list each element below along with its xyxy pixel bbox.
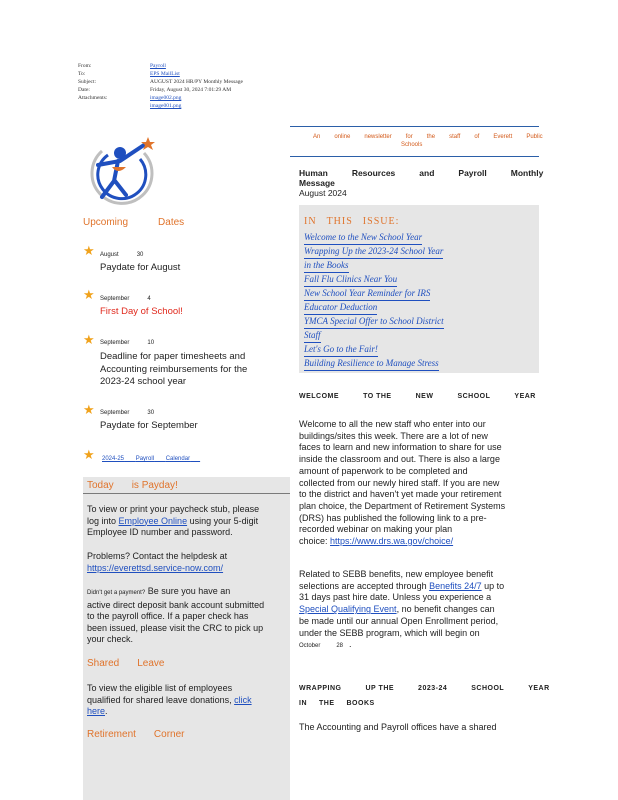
from-label: From: (78, 63, 92, 69)
event-date: September 4 (100, 296, 151, 302)
event-text: First Day of School! (100, 306, 183, 317)
click-here-link[interactable]: click (234, 694, 252, 705)
table-of-contents (304, 231, 536, 371)
payday-heading: Today is Payday! (87, 480, 178, 491)
attachment-link[interactable]: image002.png (150, 95, 182, 101)
toc-link[interactable]: Fall Flu Clinics Near You (304, 273, 397, 287)
toc-link[interactable]: Welcome to the New School Year (304, 231, 422, 245)
divider (83, 493, 290, 494)
email-header (78, 62, 243, 110)
star-icon: ★ (83, 402, 95, 417)
attachment-link[interactable]: image001.png (150, 103, 182, 109)
star-icon: ★ (83, 447, 95, 462)
shared-leave-text: To view the eligible list of employees qualified for shared leave donations, click here. (87, 683, 252, 716)
drs-choice-link[interactable]: https://www.drs.wa.gov/choice/ (330, 536, 454, 547)
in-this-issue-heading: IN THIS ISSUE: (304, 216, 400, 227)
event-text: Paydate for September (100, 420, 198, 431)
welcome-body: Welcome to all the new staff who enter into our buildings/sites this week. There are a lot of new faces to learn and new information to share for use inside the classroom and out. There is also a large amount of paperwork to be completed and collected from our newly hired staff. If you are new to the district and haven't yet made your retirement plan choice, the Department of Retirement Systems (DRS) has published the following link to a pre- recorded webinar on making your plan choice: https://www.drs.wa.gov/choice/ (299, 419, 506, 547)
no-payment-text: Didn't get a payment? Be sure you have an active direct deposit bank account submitted to the payroll office. If a paper check has been issued, please visit the CRC to pick up your check. (87, 586, 265, 644)
divider (290, 126, 539, 127)
subject-value: AUGUST 2024 HR/PY Monthly Message (150, 79, 243, 85)
upcoming-dates-heading: Upcoming Dates (83, 217, 185, 228)
divider (290, 156, 539, 157)
event-date: September 30 (100, 410, 155, 416)
wrapping-up-heading: WRAPPING UP THE 2023-24 SCHOOL YEAR IN THE BOOKS (299, 685, 550, 707)
newsletter-title: Human Resources and Payroll Monthly Message August 2024 (299, 168, 544, 198)
helpdesk-text: Problems? Contact the helpdesk at https://everettsd.service-now.com/ (87, 551, 228, 573)
to-label: To: (78, 71, 86, 77)
helpdesk-link[interactable]: https://everettsd.service-now.com/ (87, 562, 224, 573)
toc-link[interactable]: YMCA Special Offer to School District (304, 315, 444, 329)
employee-online-link[interactable]: Employee Online (118, 515, 188, 526)
star-icon: ★ (83, 243, 95, 258)
to-value[interactable]: EPS MailList (150, 71, 180, 77)
star-icon: ★ (83, 332, 95, 347)
payday-text: To view or print your paycheck stub, please log into Employee Online using your 5-digit Employee ID number and password. (87, 504, 260, 537)
event-text: Paydate for August (100, 262, 181, 273)
toc-link[interactable]: Let's Go to the Fair! (304, 343, 378, 357)
toc-link[interactable]: Educator Deduction (304, 301, 377, 315)
sebb-body: Related to SEBB benefits, new employee benefit selections are accepted through Benefits 24/7 up to 31 days past hire date. Unless you experience a Special Qualifying Event, no benefit changes can be made until our annual Open Enrollment period, under the SEBB program, which will begin on October 28 . (299, 569, 505, 650)
date-label: Date: (78, 87, 90, 93)
toc-link[interactable]: Staff (304, 329, 321, 343)
wrapping-up-body: The Accounting and Payroll offices have a shared (299, 722, 497, 732)
subject-label: Subject: (78, 79, 97, 85)
event-text: Deadline for paper timesheets and Accounting reimbursements for the 2023-24 school year (100, 351, 248, 387)
special-qualifying-event-link[interactable]: Special Qualifying Event (299, 604, 397, 615)
benefits-247-link[interactable]: Benefits 24/7 (429, 580, 482, 591)
toc-link[interactable]: in the Books (304, 259, 349, 273)
shared-leave-heading: Shared Leave (87, 658, 165, 669)
date-value: Friday, August 30, 2024 7:01:29 AM (150, 87, 232, 93)
retirement-corner-heading: Retirement Corner (87, 729, 185, 740)
from-value[interactable]: Payroll (150, 63, 166, 69)
event-date: August 30 (100, 252, 144, 258)
star-icon: ★ (83, 287, 95, 302)
event-date: September 10 (100, 340, 155, 346)
click-here-link[interactable]: here (87, 706, 106, 716)
attachments-label: Attachments: (78, 95, 108, 101)
school-logo (82, 131, 160, 209)
toc-link[interactable]: Wrapping Up the 2023-24 School Year (304, 245, 443, 259)
newsletter-tagline: An online newsletter for the staff of Everett Public Schools (313, 134, 543, 148)
toc-link[interactable]: Building Resilience to Manage Stress (304, 357, 439, 371)
payroll-calendar-link[interactable]: 2024-25 Payroll Calendar (102, 456, 191, 462)
toc-link[interactable]: New School Year Reminder for IRS (304, 287, 430, 301)
welcome-heading: WELCOME TO THE NEW SCHOOL YEAR (299, 393, 536, 400)
